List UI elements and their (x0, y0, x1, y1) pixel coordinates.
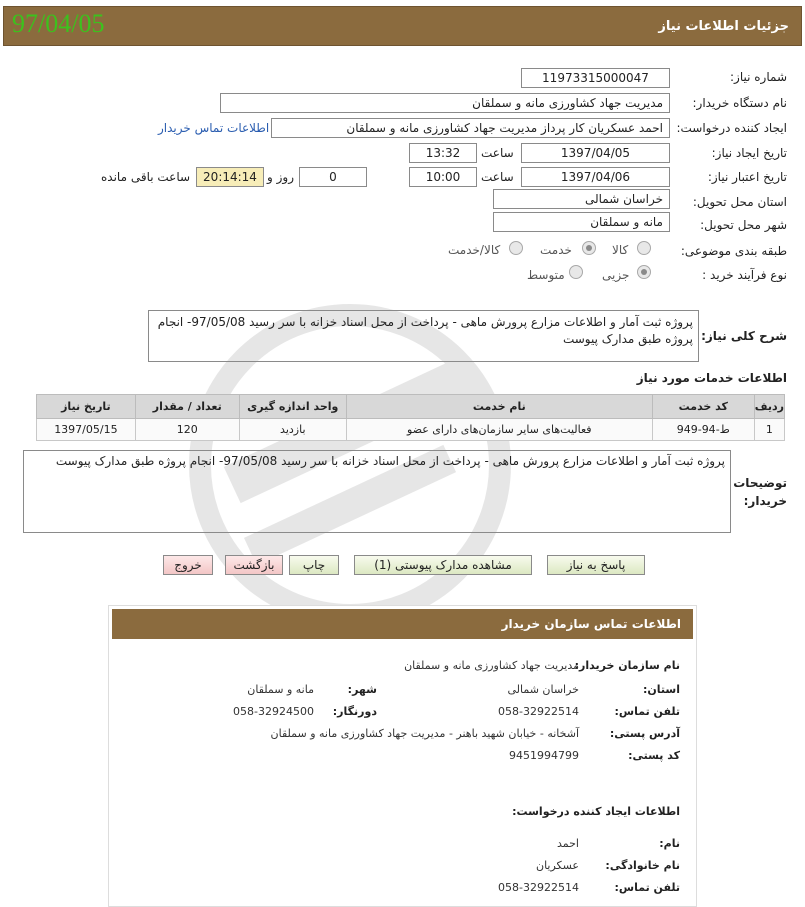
category-radio-goods[interactable] (637, 241, 651, 255)
services-table (36, 394, 785, 441)
remaining-time-field: 20:14:14 (196, 167, 264, 187)
creator-field: احمد عسکریان کار پرداز مدیریت جهاد کشاورزی مانه و سملقان (271, 118, 670, 138)
province-label: استان محل تحویل: (692, 195, 787, 209)
col-service-name: نام خدمت (346, 395, 652, 419)
remaining-label: ساعت باقی مانده (101, 170, 191, 184)
description-field: پروژه ثبت آمار و اطلاعات مزارع پرورش ماهی - پرداخت از محل اسناد خزانه با سر رسید 97/05/08- انجام پروژه طبق مدارک پیوست (148, 310, 699, 362)
cell-unit: بازدید (239, 419, 346, 441)
buyer-org-field: مدیریت جهاد کشاورزی مانه و سملقان (220, 93, 670, 113)
process-radio-medium[interactable] (569, 265, 583, 279)
city-field: مانه و سملقان (493, 212, 670, 232)
remaining-days-field: 0 (299, 167, 367, 187)
header-date: 97/04/05 (12, 9, 105, 38)
cell-need-date: 1397/05/15 (37, 419, 136, 441)
page-title: جزئیات اطلاعات نیاز (658, 19, 789, 34)
buyer-contact-panel (108, 605, 697, 907)
buyer-notes-label: توضیحات خریدار: (733, 476, 787, 508)
category-option-goods: کالا (612, 243, 629, 257)
category-option-goods-service: کالا/خدمت (448, 243, 501, 257)
created-date-field: 1397/04/05 (521, 143, 670, 163)
contact-title-bar (112, 609, 693, 639)
table-row (37, 419, 785, 441)
cell-service-code: ط-94-949 (652, 419, 754, 441)
buyer-org-label: نام دستگاه خریدار: (692, 96, 787, 110)
col-service-code: کد خدمت (652, 395, 754, 419)
created-time-label: ساعت (481, 146, 514, 160)
cell-row: 1 (754, 419, 784, 441)
buyer-notes-field: پروژه ثبت آمار و اطلاعات مزارع پرورش ماهی - پرداخت از محل اسناد خزانه با سر رسید 97/05/08- انجام پروژه طبق مدارک پیوست (23, 450, 731, 533)
created-date-label: تاریخ ایجاد نیاز: (711, 146, 787, 160)
cell-quantity: 120 (135, 419, 239, 441)
print-button[interactable]: چاپ (289, 555, 339, 575)
col-unit: واحد اندازه گیری (239, 395, 346, 419)
need-number-field: 1197331500004​7 (521, 68, 670, 88)
contact-city: مانه و سملقان (247, 683, 314, 696)
contact-fax: 058-32924500 (233, 705, 314, 718)
created-time-field: 13:32 (409, 143, 477, 163)
contact-province-label: استان: (643, 683, 680, 696)
services-title: اطلاعات خدمات مورد نیاز (636, 371, 787, 385)
contact-address-label: آدرس پستی: (609, 727, 680, 740)
contact-postal-label: کد پستی: (628, 749, 680, 762)
page-header (3, 6, 802, 46)
process-option-medium: متوسط (527, 268, 565, 282)
creator-name-label: نام: (659, 837, 680, 850)
contact-city-label: شهر: (347, 683, 377, 696)
category-radio-goods-service[interactable] (509, 241, 523, 255)
process-radio-minor[interactable] (637, 265, 651, 279)
contact-fax-label: دورنگار: (332, 705, 377, 718)
buyer-contact-link[interactable]: اطلاعات تماس خریدار (158, 121, 270, 135)
creator-phone: 058-32922514 (498, 881, 579, 894)
view-attachments-button[interactable]: مشاهده مدارک پیوستی (1) (354, 555, 532, 575)
creator-name: احمد (557, 837, 579, 850)
category-option-service: خدمت (540, 243, 572, 257)
contact-postal: 9451994799 (509, 749, 579, 762)
validity-time-label: ساعت (481, 170, 514, 184)
validity-date-label: تاریخ اعتبار نیاز: (707, 170, 787, 184)
col-need-date: تاریخ نیاز (37, 395, 136, 419)
col-quantity: تعداد / مقدار (135, 395, 239, 419)
services-header-row (37, 395, 785, 419)
need-number-label: شماره نیاز: (730, 70, 787, 84)
exit-button[interactable]: خروج (163, 555, 213, 575)
category-label: طبقه بندی موضوعی: (680, 244, 787, 258)
city-label: شهر محل تحویل: (700, 218, 787, 232)
category-radio-service[interactable] (582, 241, 596, 255)
contact-org-label: نام سازمان خریدار: (574, 659, 680, 672)
creator-label: ایجاد کننده درخواست: (676, 121, 787, 135)
back-button[interactable]: بازگشت (225, 555, 283, 575)
province-field: خراسان شمالی (493, 189, 670, 209)
process-label: نوع فرآیند خرید : (702, 268, 787, 282)
days-label: روز و (267, 170, 294, 184)
cell-service-name: فعالیت‌های سایر سازمان‌های دارای عضو (346, 419, 652, 441)
contact-phone-label: تلفن تماس: (614, 705, 680, 718)
reply-button[interactable]: پاسخ به نیاز (547, 555, 645, 575)
contact-title: اطلاعات تماس سازمان خریدار (501, 617, 681, 631)
creator-family-label: نام خانوادگی: (605, 859, 680, 872)
col-row: ردیف (754, 395, 784, 419)
creator-info-title: اطلاعات ایجاد کننده درخواست: (512, 805, 680, 818)
contact-province: خراسان شمالی (507, 683, 579, 696)
description-label: شرح کلی نیاز: (701, 329, 787, 343)
contact-phone: 058-32922514 (498, 705, 579, 718)
creator-phone-label: تلفن تماس: (614, 881, 680, 894)
contact-address: آشخانه - خیابان شهید باهنر - مدیریت جهاد کشاورزی مانه و سملقان (270, 727, 579, 740)
validity-date-field: 1397/04/06 (521, 167, 670, 187)
contact-org: مدیریت جهاد کشاورزی مانه و سملقان (404, 659, 579, 672)
process-option-minor: جزیی (602, 268, 630, 282)
validity-time-field: 10:00 (409, 167, 477, 187)
creator-family: عسکریان (535, 859, 579, 872)
